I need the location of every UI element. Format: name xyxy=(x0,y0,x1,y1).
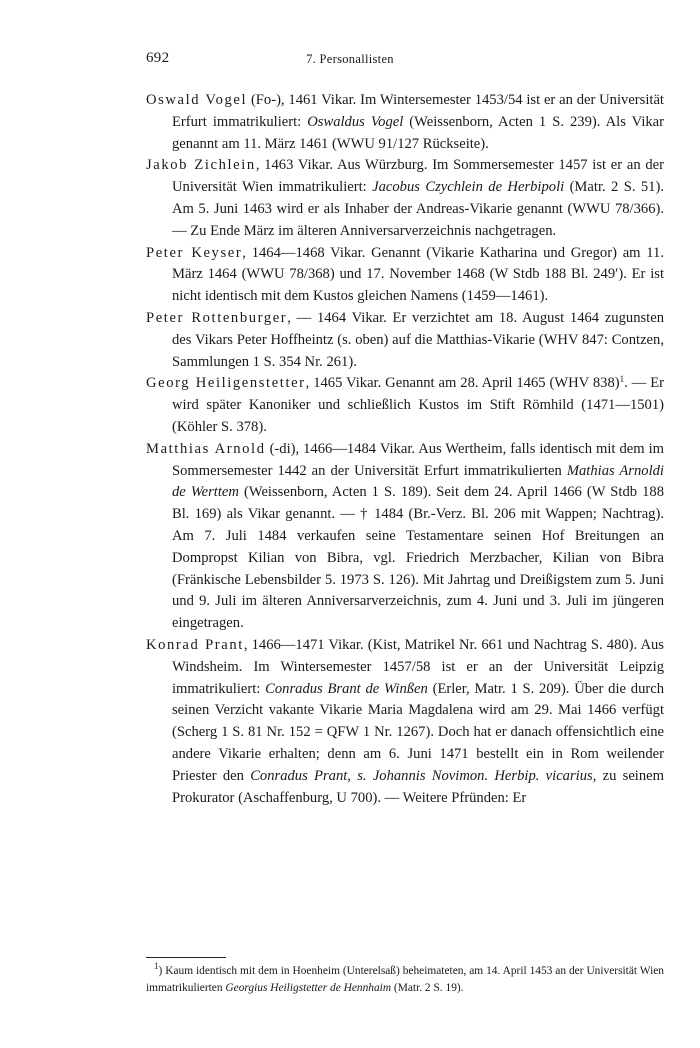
list-entry-georg-heiligenstetter: Georg Heiligenstetter, 1465 Vikar. Genannt am 28. April 1465 (WHV 838)$^1$. — Er wird später Kanoniker und schließlich Kustos im Stift Römhild (1471—1501) (Köhler S. 378). xyxy=(146,374,664,435)
latin-name: Oswaldus Vogel xyxy=(307,113,404,130)
latin-name: Georgius Heiligstetter de Hennhaim xyxy=(225,982,392,994)
running-head: 7. Personallisten xyxy=(306,52,394,66)
list-entry-matthias-arnold: Matthias Arnold (-di), 1466—1484 Vikar. Aus Wertheim, falls identisch mit dem im Sommersemester 1442 an der Universität Erfurt immatrikulierten Mathias Arnoldi de Werttem (Weissenborn, Acten 1 S. 189). Seit dem 24. April 1466 (W Stdb 188 Bl. 169) als Vikar genannt. — † 1484 (Br.-Verz. Bl. 206 mit Wappen; Nachtrag). Am 7. Juli 1484 verkaufen seine Testamentare seinen Hof Breitungen an Dompropst Kilian von Bibra, vgl. Friedrich Merzbacher, Kilian von Bibra (Fränkische Lebensbilder 5. 1973 S. 126). Mit Jahrtag und Dreißigstem zum 5. Juni und 9. Juli im älteren Anniversarverzeichnis, zum 4. Juni und 3. Juli im jüngeren eingetragen. xyxy=(146,440,664,632)
list-entry-oswald-vogel: Oswald Vogel (Fo-), 1461 Vikar. Im Wintersemester 1453/54 ist er an der Universität Erfurt immatrikuliert: Oswaldus Vogel (Weissenborn, Acten 1 S. 239). Als Vikar genannt am 11. März 1461 (WWU 91/127 Rückseite). xyxy=(146,92,665,152)
latin-name: Jacobus Czychlein de Herbipoli xyxy=(372,179,565,196)
footnote-marker[interactable]: 1 xyxy=(619,374,625,385)
entry-name: Jakob Zichlein xyxy=(146,157,256,174)
list-entry-peter-rottenburger: Peter Rottenburger, — 1464 Vikar. Er verzichtet am 18. August 1464 zugunsten des Vikars Peter Hoffheintz (s. oben) auf die Matthias-Vikarie (WHV 847: Contzen, Sammlungen 1 S. 354 Nr. 261). xyxy=(146,309,664,370)
latin-name: Mathias Arnoldi de Werttem xyxy=(172,462,664,501)
entry-name: Matthias Arnold xyxy=(146,440,266,457)
list-entry-peter-keyser: Peter Keyser, 1464—1468 Vikar. Genannt (Vikarie Katharina und Gregor) am 11. März 1464 (WWU 78/368) und 17. November 1468 (W Stdb 188 Bl. 249′). Er ist nicht identisch mit dem Kustos gleichen Namens (1459—1461). xyxy=(146,244,664,305)
list-entry-jakob-zichlein: Jakob Zichlein, 1463 Vikar. Aus Würzburg. Im Sommersemester 1457 ist er an der Universität Wien immatrikuliert: Jacobus Czychlein de Herbipoli (Matr. 2 S. 51). Am 5. Juni 1463 wird er als Inhaber der Andreas-Vikarie genannt (WWU 78/366). — Zu Ende März im älteren Anniversarverzeichnis nachgetragen. xyxy=(146,157,664,239)
footnote-divider xyxy=(146,957,226,958)
personnel-list xyxy=(146,90,664,809)
footnote: $^1$) Kaum identisch mit dem in Hoenheim (Unterelsaß) beheimateten, am 14. April 1453 an der Universität Wien immatrikulierten Georgius Heiligstetter de Hennhaim (Matr. 2 S. 19). xyxy=(146,961,664,994)
latin-name: Conradus Brant de Winßen xyxy=(265,680,428,697)
entry-name: Peter Rottenburger xyxy=(146,309,288,326)
latin-name: Conradus Prant, s. Johannis Novimon. Herbip. vicarius xyxy=(250,767,593,784)
page-number: 692 xyxy=(146,50,170,66)
entry-name: Oswald Vogel xyxy=(146,92,248,108)
entry-name: Georg Heiligenstetter xyxy=(146,375,306,392)
entry-name: Peter Keyser xyxy=(146,244,243,261)
footnote-number: 1 xyxy=(154,961,159,971)
list-entry-konrad-prant: Konrad Prant, 1466—1471 Vikar. (Kist, Matrikel Nr. 661 und Nachtrag S. 480). Aus Windsheim. Im Wintersemester 1457/58 ist er an der Universität Leipzig immatrikuliert: Conradus Brant de Winßen (Erler, Matr. 1 S. 209). Über die durch seinen Verzicht vakante Vikarie Maria Magdalena wird am 29. Mai 1466 verfügt (Scherg 1 S. 81 Nr. 152 = QFW 1 Nr. 1267). Doch hat er danach offensichtlich eine andere Vikarie erhalten; denn am 6. Juni 1471 bestellt ein in Rom weilender Priester den Conradus Prant, s. Johannis Novimon. Herbip. vicarius, zu seinem Prokurator (Aschaffenburg, U 700). — Weitere Pfründen: Er xyxy=(146,636,664,806)
entry-name: Konrad Prant xyxy=(146,636,244,653)
